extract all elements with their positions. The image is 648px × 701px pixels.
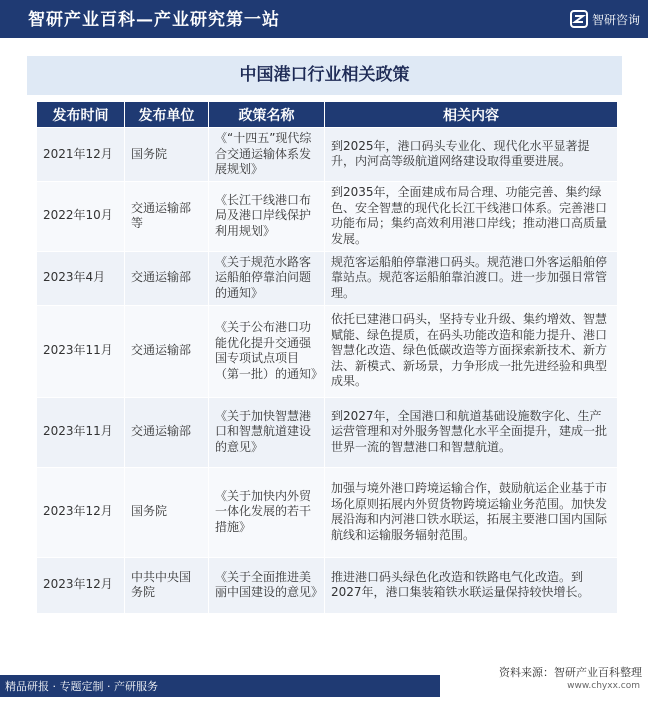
cell-policy: 《关于加快智慧港口和智慧航道建设的意见》 xyxy=(209,397,325,467)
cell-content: 推进港口码头绿色化改造和铁路电气化改造。到2027年，港口集装箱铁水联运量保持较快增长。 xyxy=(325,557,618,613)
source-url[interactable]: www.chyxx.com xyxy=(567,681,640,691)
cell-unit: 交通运输部 xyxy=(125,305,209,397)
column-header-date: 发布时间 xyxy=(37,102,125,128)
table-title: 中国港口行业相关政策 xyxy=(27,56,622,95)
cell-content: 规范客运船舶停靠港口码头。规范港口外客运船舶停靠站点。规范客运船舶靠泊渡口。进一步加强日常管理。 xyxy=(325,251,618,305)
column-header-unit: 发布单位 xyxy=(125,102,209,128)
footer-services: 精品研报 · 专题定制 · 产研服务 xyxy=(5,680,158,693)
table-row xyxy=(37,557,618,613)
table-row xyxy=(37,181,618,251)
brand-logo-icon xyxy=(570,10,588,28)
cell-date: 2022年10月 xyxy=(37,181,125,251)
table-row xyxy=(37,251,618,305)
column-header-content: 相关内容 xyxy=(325,102,618,128)
cell-policy: 《关于公布港口功能优化提升交通强国专项试点项目（第一批）的通知》 xyxy=(209,305,325,397)
source-note: 资料来源：智研产业百科整理 xyxy=(499,666,642,679)
brand-logo[interactable] xyxy=(570,9,640,29)
table-row xyxy=(37,305,618,397)
cell-date: 2023年12月 xyxy=(37,467,125,557)
cell-unit: 国务院 xyxy=(125,467,209,557)
cell-policy: 《长江干线港口布局及港口岸线保护利用规划》 xyxy=(209,181,325,251)
cell-policy: 《关于规范水路客运船舶停靠泊问题的通知》 xyxy=(209,251,325,305)
cell-policy: 《“十四五”现代综合交通运输体系发展规划》 xyxy=(209,128,325,182)
cell-date: 2023年11月 xyxy=(37,305,125,397)
table-row xyxy=(37,467,618,557)
table-header-row xyxy=(37,102,618,128)
cell-date: 2023年4月 xyxy=(37,251,125,305)
policy-table xyxy=(36,101,618,614)
cell-content: 到2025年，港口码头专业化、现代化水平显著提升，内河高等级航道网络建设取得重要进展。 xyxy=(325,128,618,182)
table-row xyxy=(37,128,618,182)
cell-policy: 《关于全面推进美丽中国建设的意见》 xyxy=(209,557,325,613)
cell-unit: 交通运输部 xyxy=(125,397,209,467)
cell-content: 加强与境外港口跨境运输合作，鼓励航运企业基于市场化原则拓展内外贸货物跨境运输业务范围。加快发展沿海和内河港口铁水联运，拓展主要港口国内国际航线和运输服务辐射范围。 xyxy=(325,467,618,557)
column-header-policy: 政策名称 xyxy=(209,102,325,128)
footer-bar xyxy=(0,675,440,697)
cell-unit: 国务院 xyxy=(125,128,209,182)
cell-unit: 中共中央国务院 xyxy=(125,557,209,613)
cell-date: 2021年12月 xyxy=(37,128,125,182)
site-title: 智研产业百科—产业研究第一站 xyxy=(28,10,280,30)
cell-content: 到2035年，全面建成布局合理、功能完善、集约绿色、安全智慧的现代化长江干线港口体系。完善港口功能布局；集约高效利用港口岸线；推动港口高质量发展。 xyxy=(325,181,618,251)
cell-unit: 交通运输部等 xyxy=(125,181,209,251)
cell-content: 依托已建港口码头，坚持专业升级、集约增效、智慧赋能、绿色提质，在码头功能改造和能力提升、港口智慧化改造、绿色低碳改造等方面探索新技术、新方法、新模式、新场景，力争形成一批先进经验和典型成果。 xyxy=(325,305,618,397)
cell-date: 2023年11月 xyxy=(37,397,125,467)
table-row xyxy=(37,397,618,467)
cell-policy: 《关于加快内外贸一体化发展的若干措施》 xyxy=(209,467,325,557)
site-header xyxy=(0,0,648,38)
cell-content: 到2027年，全国港口和航道基础设施数字化、生产运营管理和对外服务智慧化水平全面提升，建成一批世界一流的智慧港口和智慧航道。 xyxy=(325,397,618,467)
cell-date: 2023年12月 xyxy=(37,557,125,613)
cell-unit: 交通运输部 xyxy=(125,251,209,305)
brand-logo-text: 智研咨询 xyxy=(591,12,640,27)
